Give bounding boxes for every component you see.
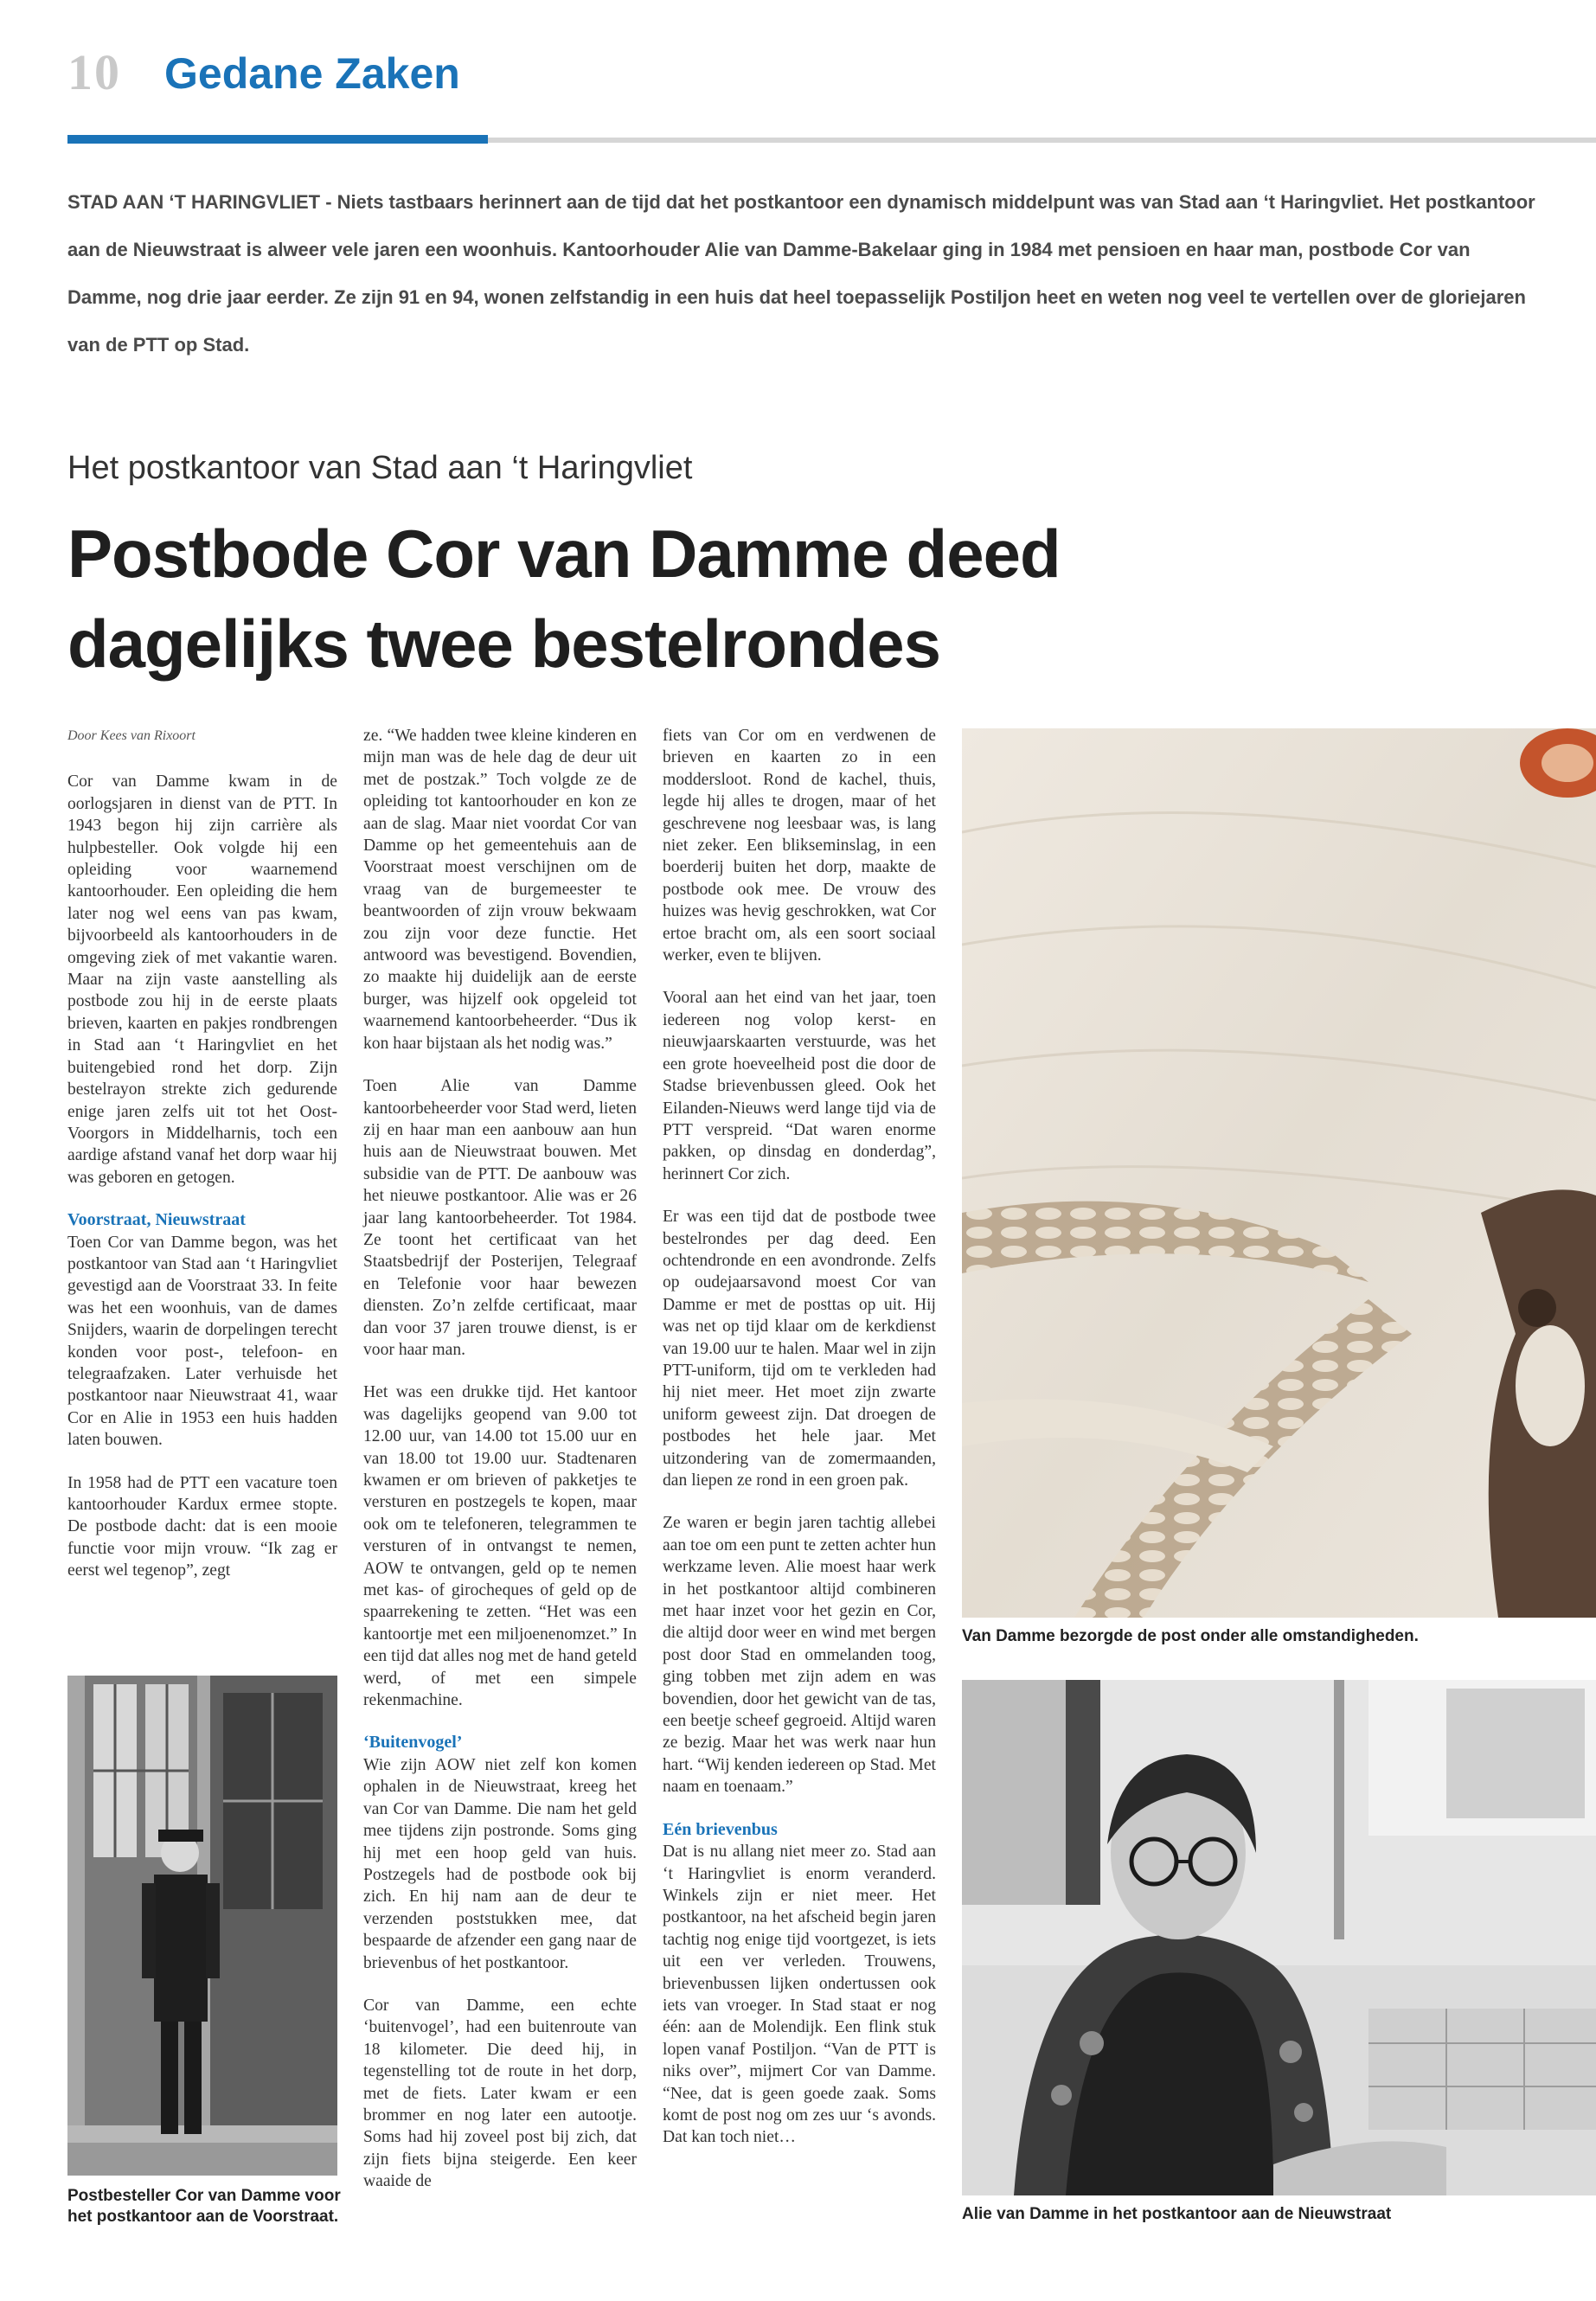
col2-paragraph-1: ze. “We hadden twee kleine kinderen en mijn man was de hele dag de deur uit met de postzak.” Toch volgde ze de opleiding tot kantoorhouder en kon ze aan de slag. Maar niet voordat Cor van Damme op het gemeentehuis aan de Voorstraat moest verschijnen om de vraag van de burgemeester te beantwoorden of zijn vrouw bekwaam zou zijn voor deze functie. Het antwoord was bevestigend. Bovendien, zo maakte hij duidelijk aan de eerste burger, was hijzelf ook opgeleid tot waarnemend kantoorbeheerder. “Dus ik kon haar bijstaan als het nodig was.”: [363, 727, 637, 1053]
caption-snow-scene: Van Damme bezorgde de post onder alle omstandigheden.: [962, 1627, 1419, 1645]
article-headline: [67, 509, 1279, 689]
photo-cor-van-damme: [67, 1676, 337, 2176]
subheading-een-brievenbus: Eén brievenbus: [663, 1819, 778, 1839]
section-title: Gedane Zaken: [164, 49, 460, 98]
caption-alie-van-damme: Alie van Damme in het postkantoor aan de Nieuwstraat: [962, 2205, 1392, 2223]
col1-paragraph-1: Cor van Damme kwam in de oorlogsjaren in dienst van de PTT. In 1943 begon hij zijn carrière als hulpbesteller. Ook volgde hij een opleiding voor waarnemend kantoorhouder. Een opleiding die hem later nog wel eens van pas kwam, bijvoorbeeld als kantoorhouders in de omgeving ziek of met vakantie waren. Maar na zijn vaste aanstelling als postbode zou hij in de eerste plaats brieven, kaarten en pakjes rondbrengen in Stad aan ‘t Haringvliet en het buitengebied rond het dorp. Zijn bestelrayon strekte zich gedurende enige jaren zelfs uit tot het Oost-Voorgors in Middelharnis, toch een aardige afstand vanaf het dorp waar hij was geboren en getogen.: [67, 772, 337, 1187]
col1-paragraph-2: Toen Cor van Damme begon, was het postkantoor van Stad aan ‘t Haringvliet gevestigd aan de Voorstraat 33. In feite was het een woonhuis, van de dames Snijders, waarin de dorpelingen terecht konden voor post-, telefoon- en telegraafzaken. Later verhuisde het postkantoor naar Nieuwstraat 41, waar Cor en Alie in 1953 een huis hadden laten bouwen.: [67, 1233, 337, 1450]
col2-paragraph-5: Cor van Damme, een echte ‘buitenvogel’, had een buitenroute van 18 kilometer. Die deed hij, in tegenstelling tot de route in het dorp, met de fiets. Later kwam er een brommer en nog later een autootje. Soms had hij zoveel post bij zich, dat zijn fiets bijna steigerde. Een keer waaide de: [363, 1996, 637, 2191]
article-column-1: [67, 725, 337, 1603]
col3-paragraph-2: Vooral aan het eind van het jaar, toen iedereen nog volop kerst- en nieuwjaarskaarten verstuurde, was het een grote hoeveelheid post die door de Stadse brievenbussen gleed. Ook het Eilanden-Nieuws werd lange tijd via de PTT verspreid. “Dat waren enorme pakken, op dinsdag en donderdag”, herinnert Cor zich.: [663, 989, 936, 1183]
headline-line-2: dagelijks twee bestelrondes: [67, 606, 941, 682]
photo-snow-scene: [962, 728, 1596, 1618]
col3-paragraph-1: fiets van Cor om en verdwenen de brieven en kaarten zo in een moddersloot. Rond de kachel, thuis, legde hij alles te drogen, maar of het geschrevene nog leesbaar was, is lang niet zeker. Een blikseminslag, in een boerderij buiten het dorp, maakte de postbode ook mee. De vrouw des huizes was hevig geschrokken, wat Cor ertoe bracht om, als een soort sociaal werker, even te blijven.: [663, 727, 936, 965]
col3-paragraph-3: Er was een tijd dat de postbode twee bestelrondes per dag deed. Een ochtendronde en een avondronde. Zelfs op oudejaarsavond moest Cor van Damme er met de posttas op uit. Hij was net op tijd klaar om de kerkdienst van 19.00 uur te halen. Maar wel in zijn PTT-uniform, tijd om te verkleden had hij niet meer. Het moet zijn zwarte uniform geweest zijn. Dat droegen de postbodes het hele jaar. Met uitzondering van de zomermaanden, dan liepen ze rond in een groen pak.: [663, 1208, 936, 1490]
col3-paragraph-5: Dat is nu allang niet meer zo. Stad aan ‘t Haringvliet is enorm veranderd. Winkels zijn er niet meer. Het postkantoor, na het afscheid begin jaren tachtig nog enige tijd voortgezet, is iets uit een ver verleden. Trouwens, brievenbussen lijken ondertussen ook iets van vroeger. In Stad staat er nog één: aan de Molendijk. Een flink stuk lopen vanaf Postiljon. “Van de PTT is niks over”, mijmert Cor van Damme. “Nee, dat is geen goede zaak. Soms komt de post nog om zes uur ‘s avonds. Dat kan toch niet…: [663, 1843, 936, 2147]
headline-line-1: Postbode Cor van Damme deed: [67, 516, 1061, 592]
article-kicker: Het postkantoor van Stad aan ‘t Haringvliet: [67, 450, 693, 486]
col3-paragraph-4: Ze waren er begin jaren tachtig allebei aan toe om een punt te zetten achter hun werkzame leven. Alie moest haar werk in het postkantoor altijd combineren met haar inzet voor het gezin en Cor, die altijd door weer en wind met bergen post door Stad en ommelanden toog, ging tobben met zijn adem en was bovendien, door het gewicht van de tas, een beetje scheef gegroeid. Altijd waren ze bezig. Maar het was werk naar hun hart. “Wij kenden iedereen op Stad. Met naam en toenaam.”: [663, 1514, 936, 1797]
col2-paragraph-2: Toen Alie van Damme kantoorbeheerder voor Stad werd, lieten zij en haar man een aanbouw aan hun huis aan de Nieuwstraat bouwen. Met subsidie van de PTT. De aanbouw was het nieuwe postkantoor. Alie was er 26 jaar lang kantoorbeheerder. Tot 1984. Ze toont het certificaat van het Staatsbedrijf der Posterijen, Telegraaf en Telefonie voor haar bewezen diensten. Zo’n zelfde certificaat, maar dan voor 37 jaren trouwe dienst, is er voor haar man.: [363, 1077, 637, 1359]
snow-scene-image: [962, 728, 1596, 1618]
cor-van-damme-image: [67, 1676, 337, 2176]
caption-cor-van-damme: Postbesteller Cor van Damme voor het postkantoor aan de Voorstraat.: [67, 2187, 341, 2226]
intro-paragraph: STAD AAN ‘T HARINGVLIET - Niets tastbaars herinnert aan de tijd dat het postkantoor een dynamisch middelpunt was van Stad aan ‘t Haringvliet. Het postkantoor aan de Nieuwstraat is alweer vele jaren een woonhuis. Kantoorhouder Alie van Damme-Bakelaar ging in 1984 met pensioen en haar man, postbode Cor van Damme, nog drie jaar eerder. Ze zijn 91 en 94, wonen zelfstandig in een huis dat heel toepasselijk Postiljon heet en weten nog veel te vertellen over de gloriejaren van de PTT op Stad.: [67, 191, 1535, 356]
col2-paragraph-3: Het was een drukke tijd. Het kantoor was dagelijks geopend van 9.00 tot 12.00 uur, van 14.00 tot 15.00 uur en van 18.00 tot 19.00 uur. Stadtenaren kwamen er om brieven of pakketjes te versturen en postzegels te kopen, maar ook om te telefoneren, telegrammen te versturen of in ontvangst te nemen, AOW te ontvangen, geld op te nemen met kas- of girocheques of geld op de spaarrekening te zetten. “Het was een kantoortje met een miljoenenomzet.” In een tijd dat alles nog met de hand geteld werd, of met een simpele rekenmachine.: [363, 1383, 637, 1710]
page-number: 10: [67, 44, 121, 100]
byline: Door Kees van Rixoort: [67, 728, 195, 743]
article-column-3: [663, 725, 936, 2170]
subheading-voorstraat: Voorstraat, Nieuwstraat: [67, 1210, 246, 1230]
article-column-2: [363, 725, 637, 2214]
alie-van-damme-image: [962, 1680, 1596, 2195]
col2-paragraph-4: Wie zijn AOW niet zelf kon komen ophalen in de Nieuwstraat, kreeg het van Cor van Damme. Die nam het geld mee tijdens zijn postronde. Soms ging hij met een hoop geld van huis. Postzegels had de postbode ook bij zich. En hij nam aan de deur te verzenden poststukken mee, dat bespaarde de afzender een gang naar de brievenbus of het postkantoor.: [363, 1755, 637, 1972]
col1-paragraph-3: In 1958 had de PTT een vacature toen kantoorhouder Kardux ermee stopte. De postbode dacht: dat is een mooie functie voor mijn vrouw. “Ik zag er eerst wel tegenop”, zegt: [67, 1473, 337, 1580]
header-accent-rule: [67, 135, 488, 144]
photo-alie-van-damme: [962, 1680, 1596, 2195]
subheading-buitenvogel: ‘Buitenvogel’: [363, 1733, 463, 1753]
